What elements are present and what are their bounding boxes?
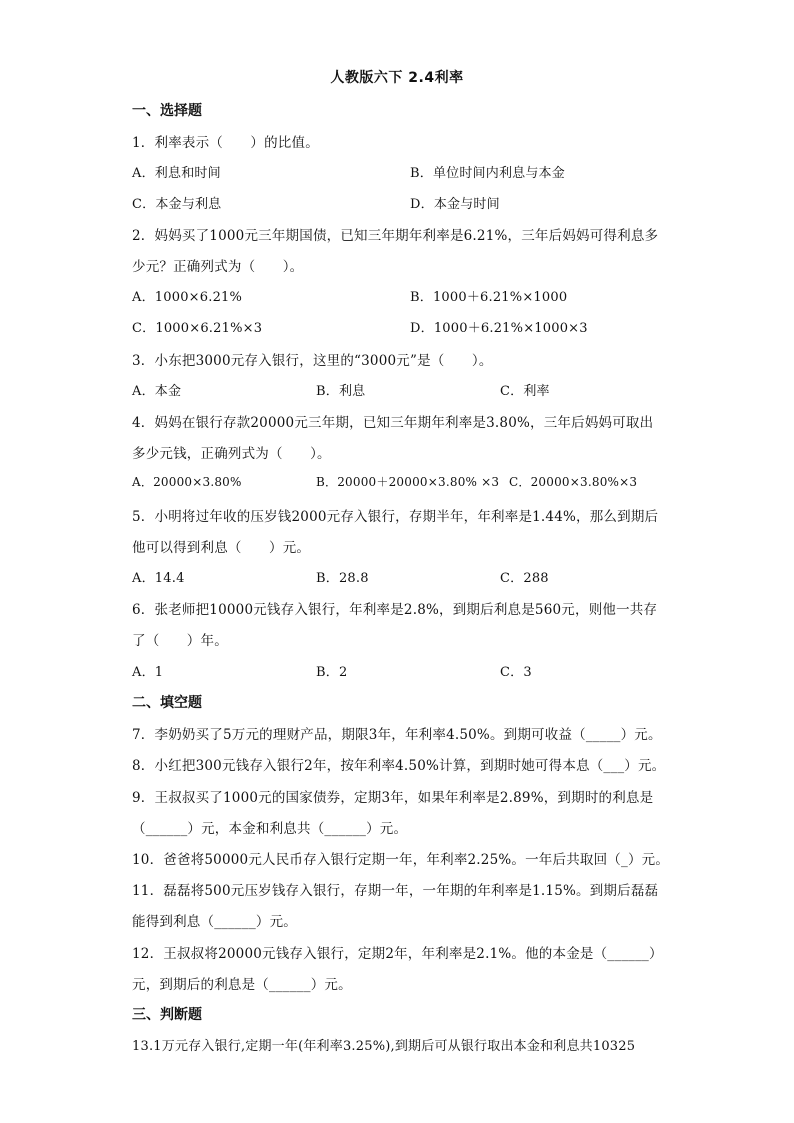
question-1-option-d: D．本金与时间 [410, 197, 500, 212]
question-13: 13.1万元存入银行,定期一年(年利率3.25%),到期后可从银行取出本金和利息共10325 [132, 1039, 636, 1054]
question-6-stem-line2: 了（ ）年。 [132, 633, 228, 649]
question-1-option-b: B．单位时间内利息与本金 [410, 166, 565, 181]
question-5-option-a: A．14.4 [132, 571, 185, 586]
question-8: 8．小红把300元钱存入银行2年，按年利率4.50%计算，到期时她可得本息（___）元。 [132, 758, 666, 774]
question-4-stem-line1: 4．妈妈在银行存款20000元三年期，已知三年期年利率是3.80%，三年后妈妈可取出 [132, 415, 654, 431]
question-6-option-b: B．2 [316, 665, 348, 680]
question-3-stem: 3．小东把3000元存入银行，这里的“3000元”是（ ）。 [132, 353, 493, 369]
question-4-option-a: A．20000×3.80% [132, 475, 242, 489]
question-9-line2: （______）元，本金和利息共（______）元。 [132, 821, 408, 837]
question-1-stem: 1．利率表示（ ）的比值。 [132, 135, 319, 151]
question-2-option-d: D．1000＋6.21%×1000×3 [410, 321, 588, 336]
question-1-option-a: A．利息和时间 [132, 166, 221, 181]
question-2-option-b: B．1000＋6.21%×1000 [410, 290, 568, 305]
question-5-option-b: B．28.8 [316, 571, 369, 586]
question-12-line1: 12．王叔叔将20000元钱存入银行，定期2年，年利率是2.1%。他的本金是（______） [132, 946, 663, 962]
question-10: 10．爸爸将50000元人民币存入银行定期一年，年利率2.25%。一年后共取回（_）元。 [132, 852, 670, 868]
question-7: 7．李奶奶买了5万元的理财产品，期限3年，年利率4.50%。到期可收益（_____）元。 [132, 727, 662, 743]
question-2-option-c: C．1000×6.21%×3 [132, 321, 263, 336]
question-11-line1: 11．磊磊将500元压岁钱存入银行，存期一年，一年期的年利率是1.15%。到期后磊磊 [132, 883, 659, 899]
question-5-stem-line1: 5．小明将过年收的压岁钱2000元存入银行，存期半年，年利率是1.44%，那么到期后 [132, 509, 659, 525]
section-heading-choice: 一、选择题 [132, 103, 202, 119]
question-4-stem-line2: 多少元钱，正确列式为（ ）。 [132, 446, 331, 462]
question-3-option-a: A．本金 [132, 384, 182, 399]
question-5-option-c: C．288 [500, 571, 549, 586]
question-11-line2: 能得到利息（______）元。 [132, 914, 297, 930]
question-6-option-a: A．1 [132, 665, 164, 680]
question-1-option-c: C．本金与利息 [132, 197, 222, 212]
question-4-option-c: C．20000×3.80%×3 [509, 475, 638, 489]
section-heading-true-false: 三、判断题 [132, 1007, 202, 1023]
question-9-line1: 9．王叔叔买了1000元的国家债券，定期3年，如果年利率是2.89%，到期时的利息是 [132, 790, 654, 806]
section-heading-fill-blank: 二、填空题 [132, 695, 202, 711]
question-3-option-b: B．利息 [316, 384, 366, 399]
question-12-line2: 元，到期后的利息是（______）元。 [132, 977, 352, 993]
question-6-stem-line1: 6．张老师把10000元钱存入银行，年利率是2.8%，到期后利息是560元，则他一共存 [132, 602, 658, 618]
question-2-stem-line1: 2．妈妈买了1000元三年期国债，已知三年期年利率是6.21%，三年后妈妈可得利息多 [132, 228, 659, 244]
question-3-option-c: C．利率 [500, 384, 550, 399]
question-4-option-b: B．20000＋20000×3.80% ×3 [316, 475, 500, 489]
question-2-stem-line2: 少元？正确列式为（ ）。 [132, 259, 304, 275]
question-2-option-a: A．1000×6.21% [132, 290, 243, 305]
page-title: 人教版六下 2.4利率 [330, 70, 464, 86]
question-6-option-c: C．3 [500, 665, 532, 680]
question-5-stem-line2: 他可以得到利息（ ）元。 [132, 540, 311, 556]
